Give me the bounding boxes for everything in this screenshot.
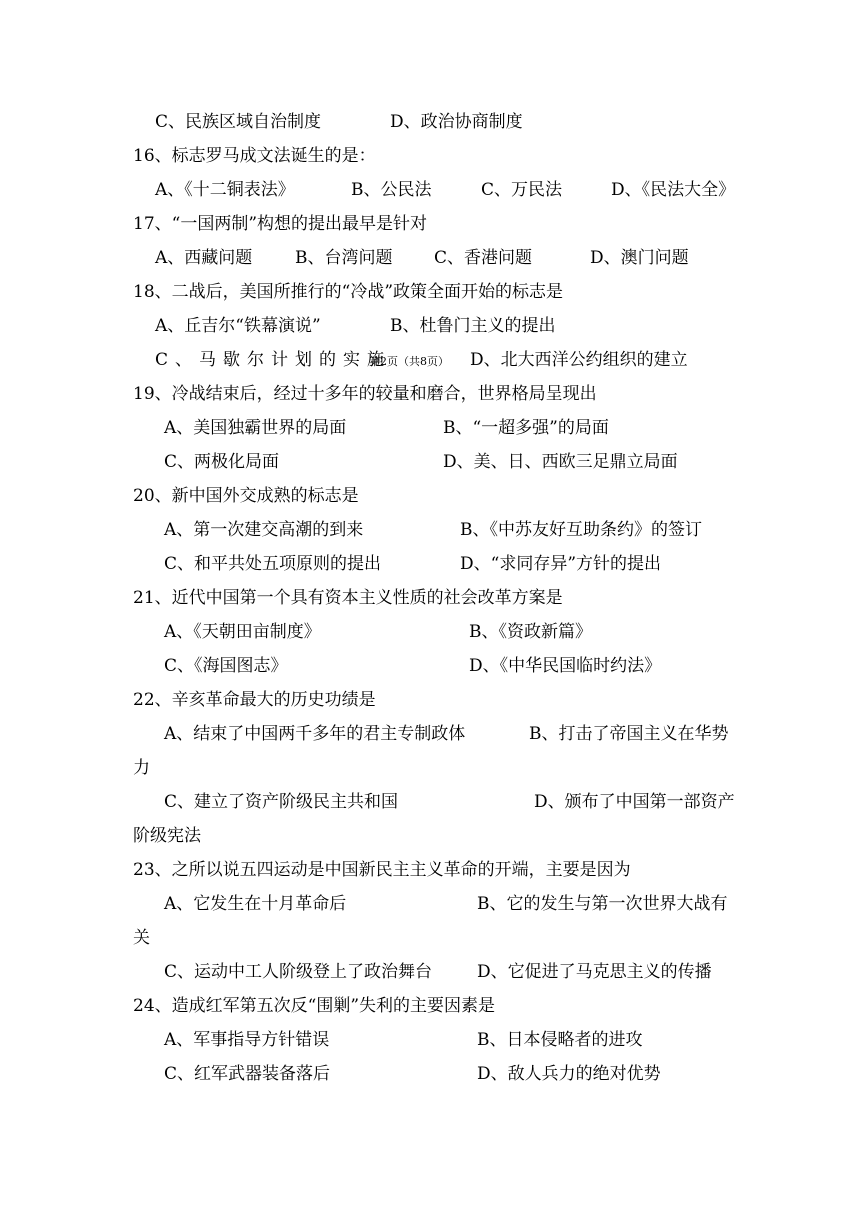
q20-option-d: D、“求同存异”方针的提出 [460,554,662,574]
q23-option-d: D、它促进了马克思主义的传播 [477,962,712,982]
page-footer: 第2页（共8页） [369,355,449,368]
q17-option-b: B、台湾问题 [295,248,393,268]
q24-stem: 24、造成红军第五次反“围剿”失利的主要因素是 [133,996,496,1016]
q24-option-b: B、日本侵略者的进攻 [477,1030,643,1050]
q23-stem: 23、之所以说五四运动是中国新民主主义革命的开端，主要是因为 [133,860,631,880]
q22-option-a: A、结束了中国两千多年的君主专制政体 [164,724,466,744]
q20-stem: 20、新中国外交成熟的标志是 [133,486,359,506]
q17-stem: 17、“一国两制”构想的提出最早是针对 [133,214,428,234]
q24-option-a: A、军事指导方针错误 [164,1030,330,1050]
q20-option-c: C、和平共处五项原则的提出 [164,554,382,574]
q21-option-b: B、《资政新篇》 [469,622,592,642]
q22-option-b-wrap: 力 [133,758,150,778]
q22-option-d: D、颁布了中国第一部资产 [534,792,735,812]
q16-option-b: B、公民法 [351,180,432,200]
q19-option-d: D、美、日、西欧三足鼎立局面 [443,452,678,472]
q22-option-c: C、建立了资产阶级民主共和国 [164,792,399,812]
q18-stem: 18、二战后，美国所推行的“冷战”政策全面开始的标志是 [133,282,564,302]
q24-option-c: C、红军武器装备落后 [164,1064,331,1084]
q17-option-a: A、西藏问题 [155,248,253,268]
q21-option-a: A、《天朝田亩制度》 [164,622,321,642]
q15-option-d: D、政治协商制度 [390,112,523,132]
q17-option-d: D、澳门问题 [590,248,689,268]
q23-option-a: A、它发生在十月革命后 [164,894,347,914]
q20-option-b: B、《中苏友好互助条约》的签订 [460,520,702,540]
q18-option-d: D、北大西洋公约组织的建立 [470,350,688,370]
q16-stem: 16、标志罗马成文法诞生的是： [133,146,376,166]
q19-option-c: C、两极化局面 [164,452,280,472]
q20-option-a: A、第一次建交高潮的到来 [164,520,364,540]
q22-stem: 22、辛亥革命最大的历史功绩是 [133,690,376,710]
q19-option-b: B、“一超多强”的局面 [443,418,609,438]
q21-stem: 21、近代中国第一个具有资本主义性质的社会改革方案是 [133,588,563,608]
q16-option-c: C、万民法 [481,180,563,200]
q22-option-d-wrap: 阶级宪法 [133,826,201,846]
q23-option-c: C、运动中工人阶级登上了政治舞台 [164,962,433,982]
q21-option-c: C、《海国图志》 [164,656,288,676]
q18-option-b: B、杜鲁门主义的提出 [390,316,556,336]
q16-option-d: D、《民法大全》 [611,180,736,200]
q16-option-a: A、《十二铜表法》 [155,180,295,200]
q19-stem: 19、冷战结束后，经过十多年的较量和磨合，世界格局呈现出 [133,384,597,404]
q22-option-b: B、打击了帝国主义在华势 [529,724,729,744]
q18-option-c: C、马歇尔计划的实施 [155,350,392,370]
q19-option-a: A、美国独霸世界的局面 [164,418,347,438]
q15-option-c: C、民族区域自治制度 [155,112,322,132]
q17-option-c: C、香港问题 [434,248,533,268]
q18-option-a: A、丘吉尔“铁幕演说” [155,316,321,336]
q24-option-d: D、敌人兵力的绝对优势 [477,1064,661,1084]
q21-option-d: D、《中华民国临时约法》 [469,656,662,676]
q23-option-b: B、它的发生与第一次世界大战有 [477,894,728,914]
q23-option-b-wrap: 关 [133,928,150,948]
